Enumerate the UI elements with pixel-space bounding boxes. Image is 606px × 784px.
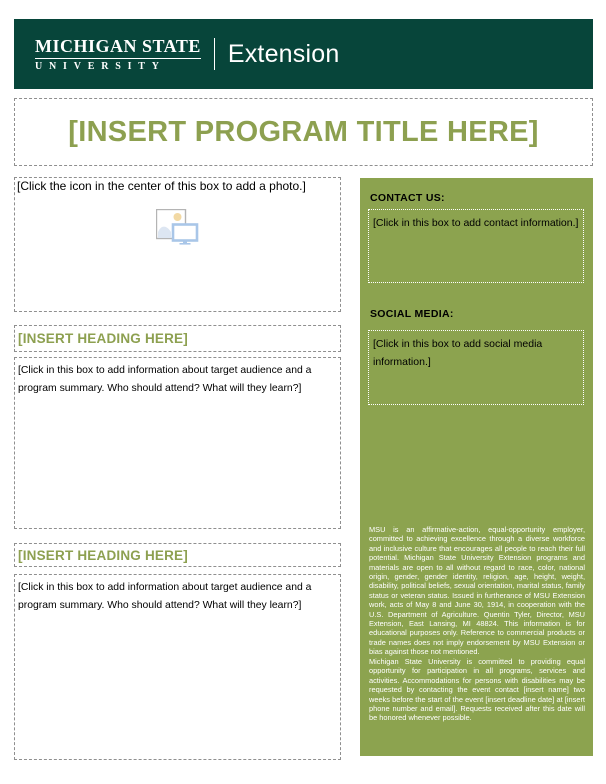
msu-extension-header bbox=[14, 19, 593, 89]
contact-us-heading: CONTACT US: bbox=[370, 192, 445, 204]
wordmark-university: UNIVERSITY bbox=[35, 61, 166, 72]
photo-icon-wrapper bbox=[17, 209, 338, 245]
heading-text-1[interactable]: [INSERT HEADING HERE] bbox=[18, 331, 188, 346]
insert-picture-icon[interactable] bbox=[156, 209, 200, 245]
header-divider bbox=[214, 38, 215, 70]
contact-info-placeholder-text[interactable]: [Click in this box to add contact information.] bbox=[373, 217, 579, 229]
nondiscrimination-statement: MSU is an affirmative-action, equal-opportunity employer, committed to achieving excellence through a diverse workforce and inclusive culture that encourages all people to reach their full potential. Michigan State University Extension programs and materials are open to all without regard to race, color, national origin, gender, gender identity, religion, age, height, weight, disability, political beliefs, sexual orientation, marital status, family status or veteran status. Issued in furtherance of MSU Extension work, acts of May 8 and June 30, 1914, in cooperation with the U.S. Department of Agriculture. Quentin Tyler, Director, MSU Extension, East Lansing, MI 48824. This information is for educational purposes only. Reference to commercial products or trade names does not imply endorsement by MSU Extension or bias against those not mentioned. bbox=[369, 525, 585, 657]
info-placeholder-box-1[interactable] bbox=[14, 357, 341, 529]
sidebar-panel bbox=[360, 178, 593, 756]
header-logo-group bbox=[14, 19, 593, 89]
social-media-heading: SOCIAL MEDIA: bbox=[370, 308, 454, 320]
heading-text-2[interactable]: [INSERT HEADING HERE] bbox=[18, 547, 188, 563]
extension-brand-text: Extension bbox=[227, 39, 340, 68]
photo-placeholder-text[interactable]: [Click the icon in the center of this box to add a photo.] bbox=[17, 179, 306, 193]
contact-info-placeholder-box[interactable] bbox=[368, 209, 584, 283]
social-media-placeholder-text[interactable]: [Click in this box to add social media information.] bbox=[373, 338, 543, 368]
accommodations-statement: Michigan State University is committed to providing equal opportunity for participation in all programs, services and activities. Accommodations for persons with disabilities may be requested by contacting the event contact [insert name] two weeks before the start of the event [insert deadline date] at [insert phone number and email]. Requests received after this date will be honored whenever possible. bbox=[369, 657, 585, 723]
heading-placeholder-box-2[interactable] bbox=[14, 543, 341, 567]
info-text-1[interactable]: [Click in this box to add information about target audience and a program summary. Who should attend? What will they learn?] bbox=[18, 365, 312, 394]
info-placeholder-box-2[interactable] bbox=[14, 574, 341, 760]
wordmark-michigan-state: MICHIGAN STATE bbox=[35, 36, 201, 59]
photo-placeholder-box[interactable] bbox=[14, 177, 341, 312]
info-text-2[interactable]: [Click in this box to add information about target audience and a program summary. Who should attend? What will they learn?] bbox=[18, 582, 312, 611]
heading-placeholder-box-1[interactable] bbox=[14, 325, 341, 352]
program-title-placeholder-box[interactable] bbox=[14, 98, 593, 166]
msu-wordmark bbox=[35, 36, 201, 72]
program-title-text[interactable]: [INSERT PROGRAM TITLE HERE] bbox=[68, 115, 539, 148]
social-media-placeholder-box[interactable] bbox=[368, 330, 584, 405]
